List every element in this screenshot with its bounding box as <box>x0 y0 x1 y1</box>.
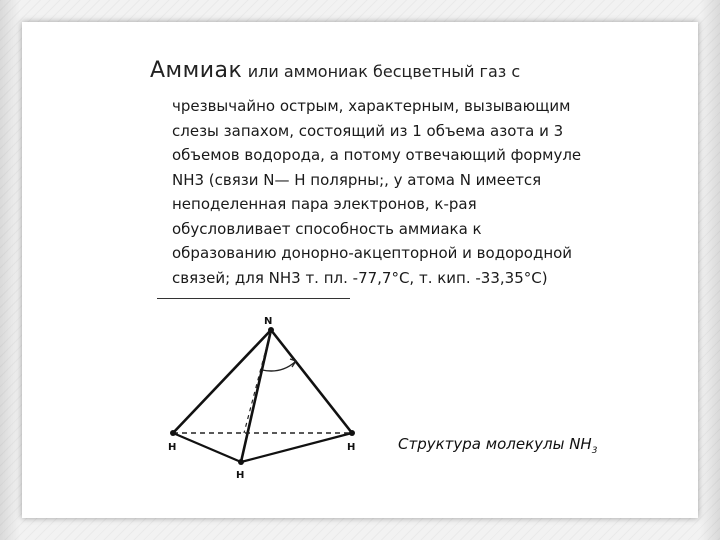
heading <box>150 58 630 83</box>
bond-angle-arc <box>262 362 295 371</box>
heading-term: Аммиак <box>150 58 243 83</box>
paragraph-line: слезы запахом, состоящий из 1 объема азота и 3 <box>172 121 564 140</box>
paragraph-line: чрезвычайно острым, характерным, вызывающим <box>172 97 571 115</box>
heading-continuation: или аммониак бесцветный газ с <box>247 62 521 81</box>
label-h-left: H <box>168 442 177 453</box>
bond-n-h-right <box>271 330 352 433</box>
atom-h-right <box>349 430 355 436</box>
atom-h-left <box>170 430 176 436</box>
atom-h-front <box>238 459 244 465</box>
label-h-front: H <box>236 470 245 481</box>
figure-caption <box>398 435 648 456</box>
definition-paragraph <box>172 94 652 290</box>
divider-line <box>157 298 350 299</box>
paragraph-line: связей; для NH3 т. пл. -77,7°С, т. кип. -33,35°С) <box>172 268 548 287</box>
molecule-figure <box>143 300 379 490</box>
bond-n-h-left <box>173 330 271 433</box>
paragraph-line: обусловливает способность аммиака к <box>172 219 482 238</box>
label-h-right: H <box>347 442 356 453</box>
paragraph-line: объемов водорода, а потому отвечающий формуле <box>172 146 582 164</box>
paragraph-line: образованию донорно-акцепторной и водородной <box>172 244 573 262</box>
caption-text: Структура молекулы NH <box>398 435 592 453</box>
nh3-pyramid-diagram <box>143 300 379 490</box>
atom-n <box>268 327 274 333</box>
caption-subscript: 3 <box>591 446 598 456</box>
label-n: N <box>264 316 273 327</box>
paragraph-line: неподеленная пара электронов, к-рая <box>172 195 477 213</box>
paragraph-line: NH3 (связи N— H полярны;, у атома N имеется <box>172 170 542 189</box>
edge-h-h-right <box>241 433 352 462</box>
bond-n-h-front <box>241 330 271 462</box>
edge-h-h-left <box>173 433 241 462</box>
